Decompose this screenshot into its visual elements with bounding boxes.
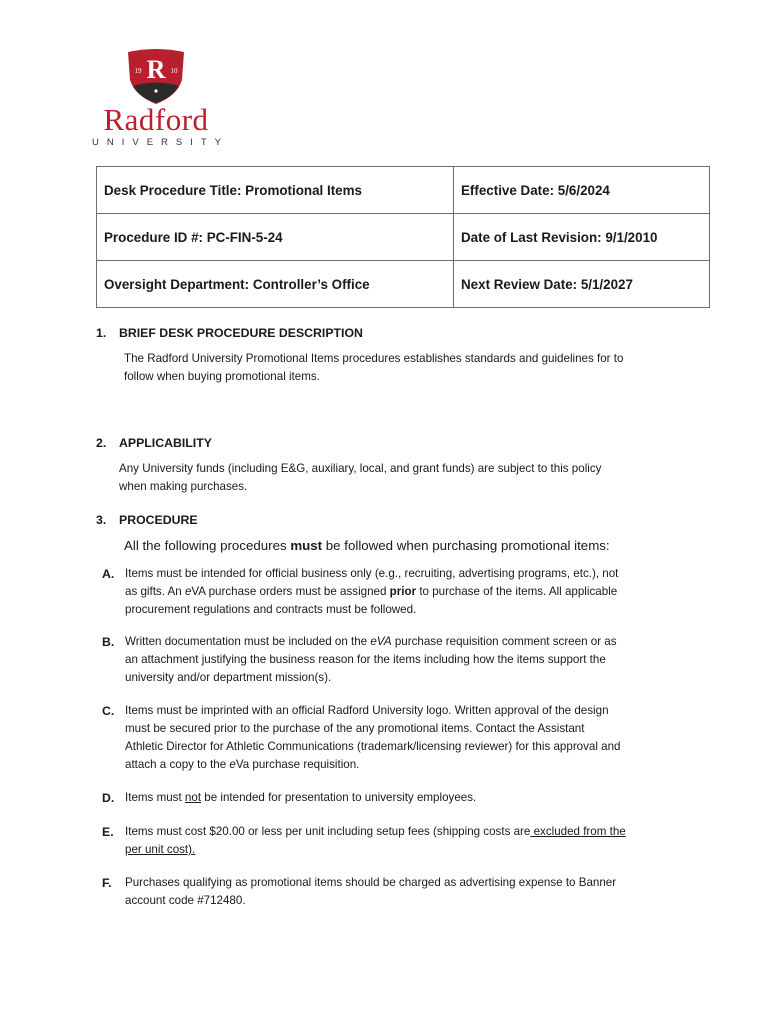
- item-line: Athletic Director for Athletic Communications (trademark/licensing reviewer) for this approval and: [125, 740, 621, 753]
- procedure-item-f: [102, 874, 682, 910]
- item-line: as gifts. An eVA purchase orders must be assigned prior to purchase of the items. All applicable: [125, 585, 618, 598]
- item-line: Written documentation must be included on the eVA purchase requisition comment screen or as: [125, 635, 617, 648]
- item-letter: A.: [102, 567, 115, 581]
- item-line: university and/or department mission(s).: [125, 671, 332, 684]
- paragraph-line: The Radford University Promotional Items procedures establishes standards and guidelines for to: [124, 352, 624, 365]
- section-number: 1.: [96, 326, 107, 340]
- section-title: BRIEF DESK PROCEDURE DESCRIPTION: [119, 326, 363, 340]
- procedure-id-cell: Procedure ID #: PC-FIN-5-24: [97, 214, 454, 261]
- procedure-item-a: [102, 565, 682, 619]
- procedure-item-c: [102, 702, 682, 774]
- paragraph-line: when making purchases.: [119, 480, 248, 493]
- item-line: Items must be imprinted with an official Radford University logo. Written approval of the design: [125, 704, 609, 717]
- logo-year-left: 19: [134, 67, 142, 75]
- item-line: Items must cost $20.00 or less per unit including setup fees (shipping costs are excluded from the: [125, 825, 626, 838]
- procedure-item-e: [102, 823, 682, 859]
- item-line: Purchases qualifying as promotional items should be charged as advertising expense to Banner: [125, 876, 617, 889]
- radford-university-logo: [90, 46, 230, 152]
- table-row: [97, 261, 710, 308]
- procedure-intro: [124, 538, 610, 553]
- item-letter: F.: [102, 876, 112, 890]
- item-line: procurement regulations and contracts must be followed.: [125, 603, 417, 616]
- item-line: Items must be intended for official business only (e.g., recruiting, advertising programs, etc.), not: [125, 567, 619, 580]
- section-number: 3.: [96, 513, 107, 527]
- item-line: Items must not be intended for presentation to university employees.: [125, 791, 477, 804]
- section-title: PROCEDURE: [119, 513, 198, 527]
- description-paragraph: [124, 350, 684, 386]
- section-heading-applicability: [96, 436, 212, 450]
- intro-emphasis: must: [290, 538, 323, 553]
- item-letter: C.: [102, 704, 115, 718]
- item-line: attach a copy to the eVa purchase requisition.: [125, 758, 360, 771]
- section-number: 2.: [96, 436, 107, 450]
- item-letter: B.: [102, 635, 115, 649]
- section-title: APPLICABILITY: [119, 436, 212, 450]
- procedure-item-d: [102, 789, 682, 807]
- intro-text: All the following procedures: [124, 538, 291, 553]
- logo-year-right: 10: [170, 67, 178, 75]
- item-line: an attachment justifying the business reason for the items including how the items support the: [125, 653, 606, 666]
- procedure-title-cell: Desk Procedure Title: Promotional Items: [97, 167, 454, 214]
- logo-wordmark: Radford: [103, 102, 209, 137]
- procedure-info-table: [96, 166, 710, 308]
- procedure-item-b: [102, 633, 682, 687]
- item-letter: D.: [102, 791, 115, 805]
- logo-letter: R: [146, 55, 166, 84]
- logo-subtitle: UNIVERSITY: [92, 137, 230, 148]
- shield-emblem-icon: [123, 46, 189, 106]
- paragraph-line: Any University funds (including E&G, auxiliary, local, and grant funds) are subject to this policy: [119, 462, 602, 475]
- applicability-paragraph: [119, 460, 679, 496]
- last-revision-cell: Date of Last Revision: 9/1/2010: [454, 214, 710, 261]
- section-heading-description: [96, 326, 363, 340]
- section-heading-procedure: [96, 513, 198, 527]
- table-row: [97, 167, 710, 214]
- next-review-date-cell: Next Review Date: 5/1/2027: [454, 261, 710, 308]
- item-line: per unit cost).: [125, 843, 196, 856]
- oversight-department-cell: Oversight Department: Controller’s Office: [97, 261, 454, 308]
- intro-text: be followed when purchasing promotional items:: [322, 538, 610, 553]
- effective-date-cell: Effective Date: 5/6/2024: [454, 167, 710, 214]
- table-row: [97, 214, 710, 261]
- item-letter: E.: [102, 825, 114, 839]
- item-line: account code #712480.: [125, 894, 246, 907]
- paragraph-line: follow when buying promotional items.: [124, 370, 320, 383]
- item-line: must be secured prior to the purchase of the any promotional items. Contact the Assistant: [125, 722, 585, 735]
